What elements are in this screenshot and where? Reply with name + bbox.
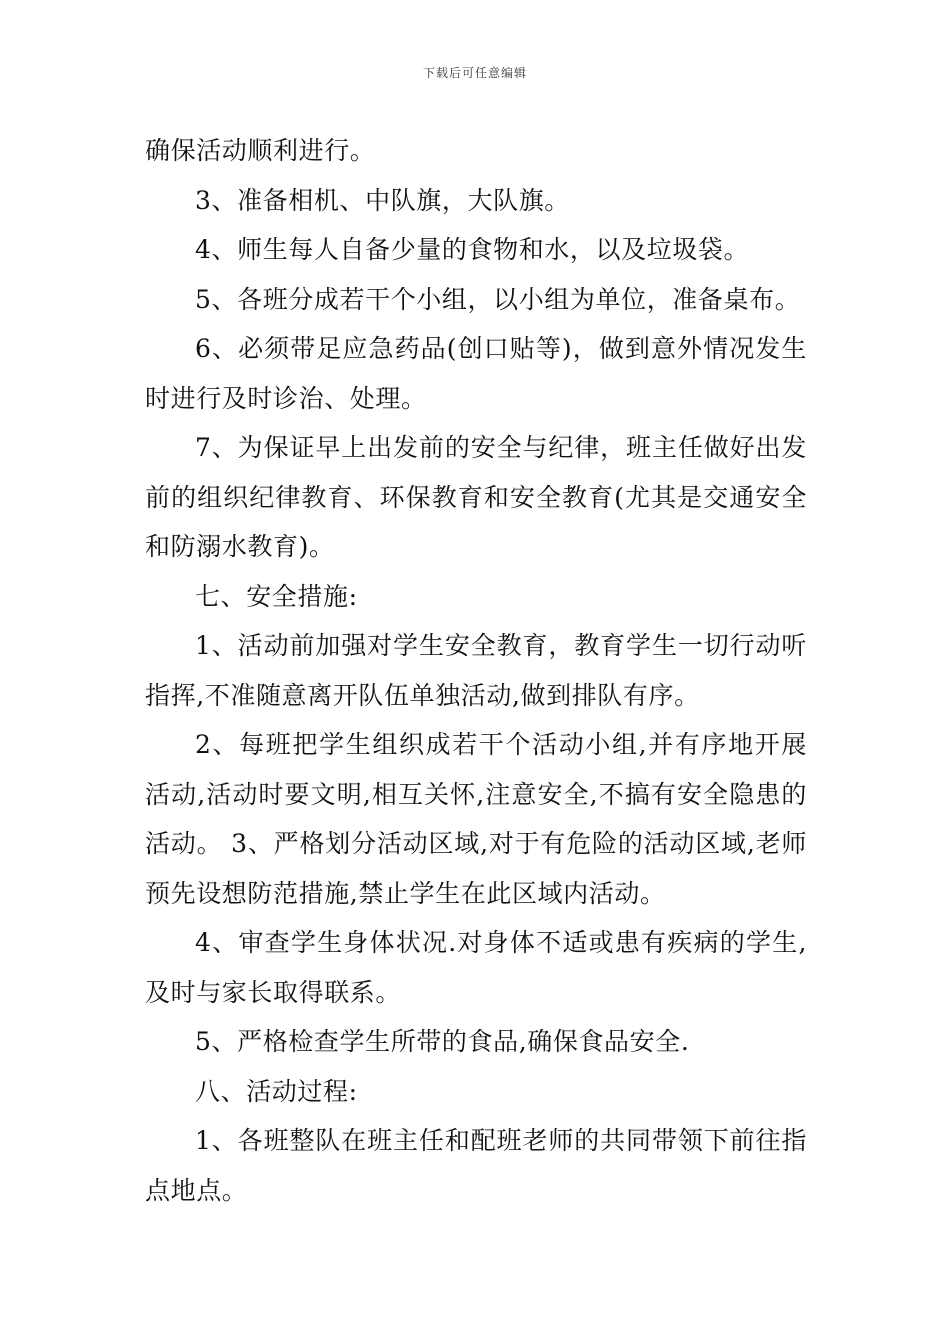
section-heading-safety: 七、安全措施:	[195, 581, 358, 611]
paragraph-5: 6、必须带足应急药品(创口贴等)，做到意外情况发生时进行及时诊治、处理。	[145, 334, 807, 413]
paragraph-3: 4、师生每人自备少量的食物和水，以及垃圾袋。	[195, 235, 750, 264]
paragraph-8: 2、每班把学生组织成若干个活动小组,并有序地开展活动,活动时要文明,相互关怀,注意安全,不搞有安全隐患的活动。 3、严格划分活动区域,对于有危险的活动区域,老师预先设想防范措施,禁止学生在此区域内活动。	[145, 730, 807, 908]
paragraph-9: 4、审查学生身体状况.对身体不适或患有疾病的学生,及时与家长取得联系。	[145, 928, 807, 1007]
section-heading-process: 八、活动过程:	[195, 1076, 358, 1106]
paragraph-1: 确保活动顺利进行。	[145, 136, 376, 165]
paragraph-6: 7、为保证早上出发前的安全与纪律，班主任做好出发前的组织纪律教育、环保教育和安全教育(尤其是交通安全和防溺水教育)。	[145, 433, 807, 561]
paragraph-2: 3、准备相机、中队旗，大队旗。	[195, 185, 570, 215]
paragraph-10: 5、严格检查学生所带的食品,确保食品安全.	[195, 1027, 690, 1056]
paragraph-11: 1、各班整队在班主任和配班老师的共同带领下前往指点地点。	[145, 1126, 807, 1205]
paragraph-4: 5、各班分成若干个小组，以小组为单位，准备桌布。	[195, 284, 801, 314]
page-header: 下载后可任意编辑	[422, 66, 527, 80]
paragraph-7: 1、活动前加强对学生安全教育，教育学生一切行动听指挥,不准随意离开队伍单独活动,做到排队有序。	[145, 631, 807, 710]
document-body	[145, 126, 807, 1215]
